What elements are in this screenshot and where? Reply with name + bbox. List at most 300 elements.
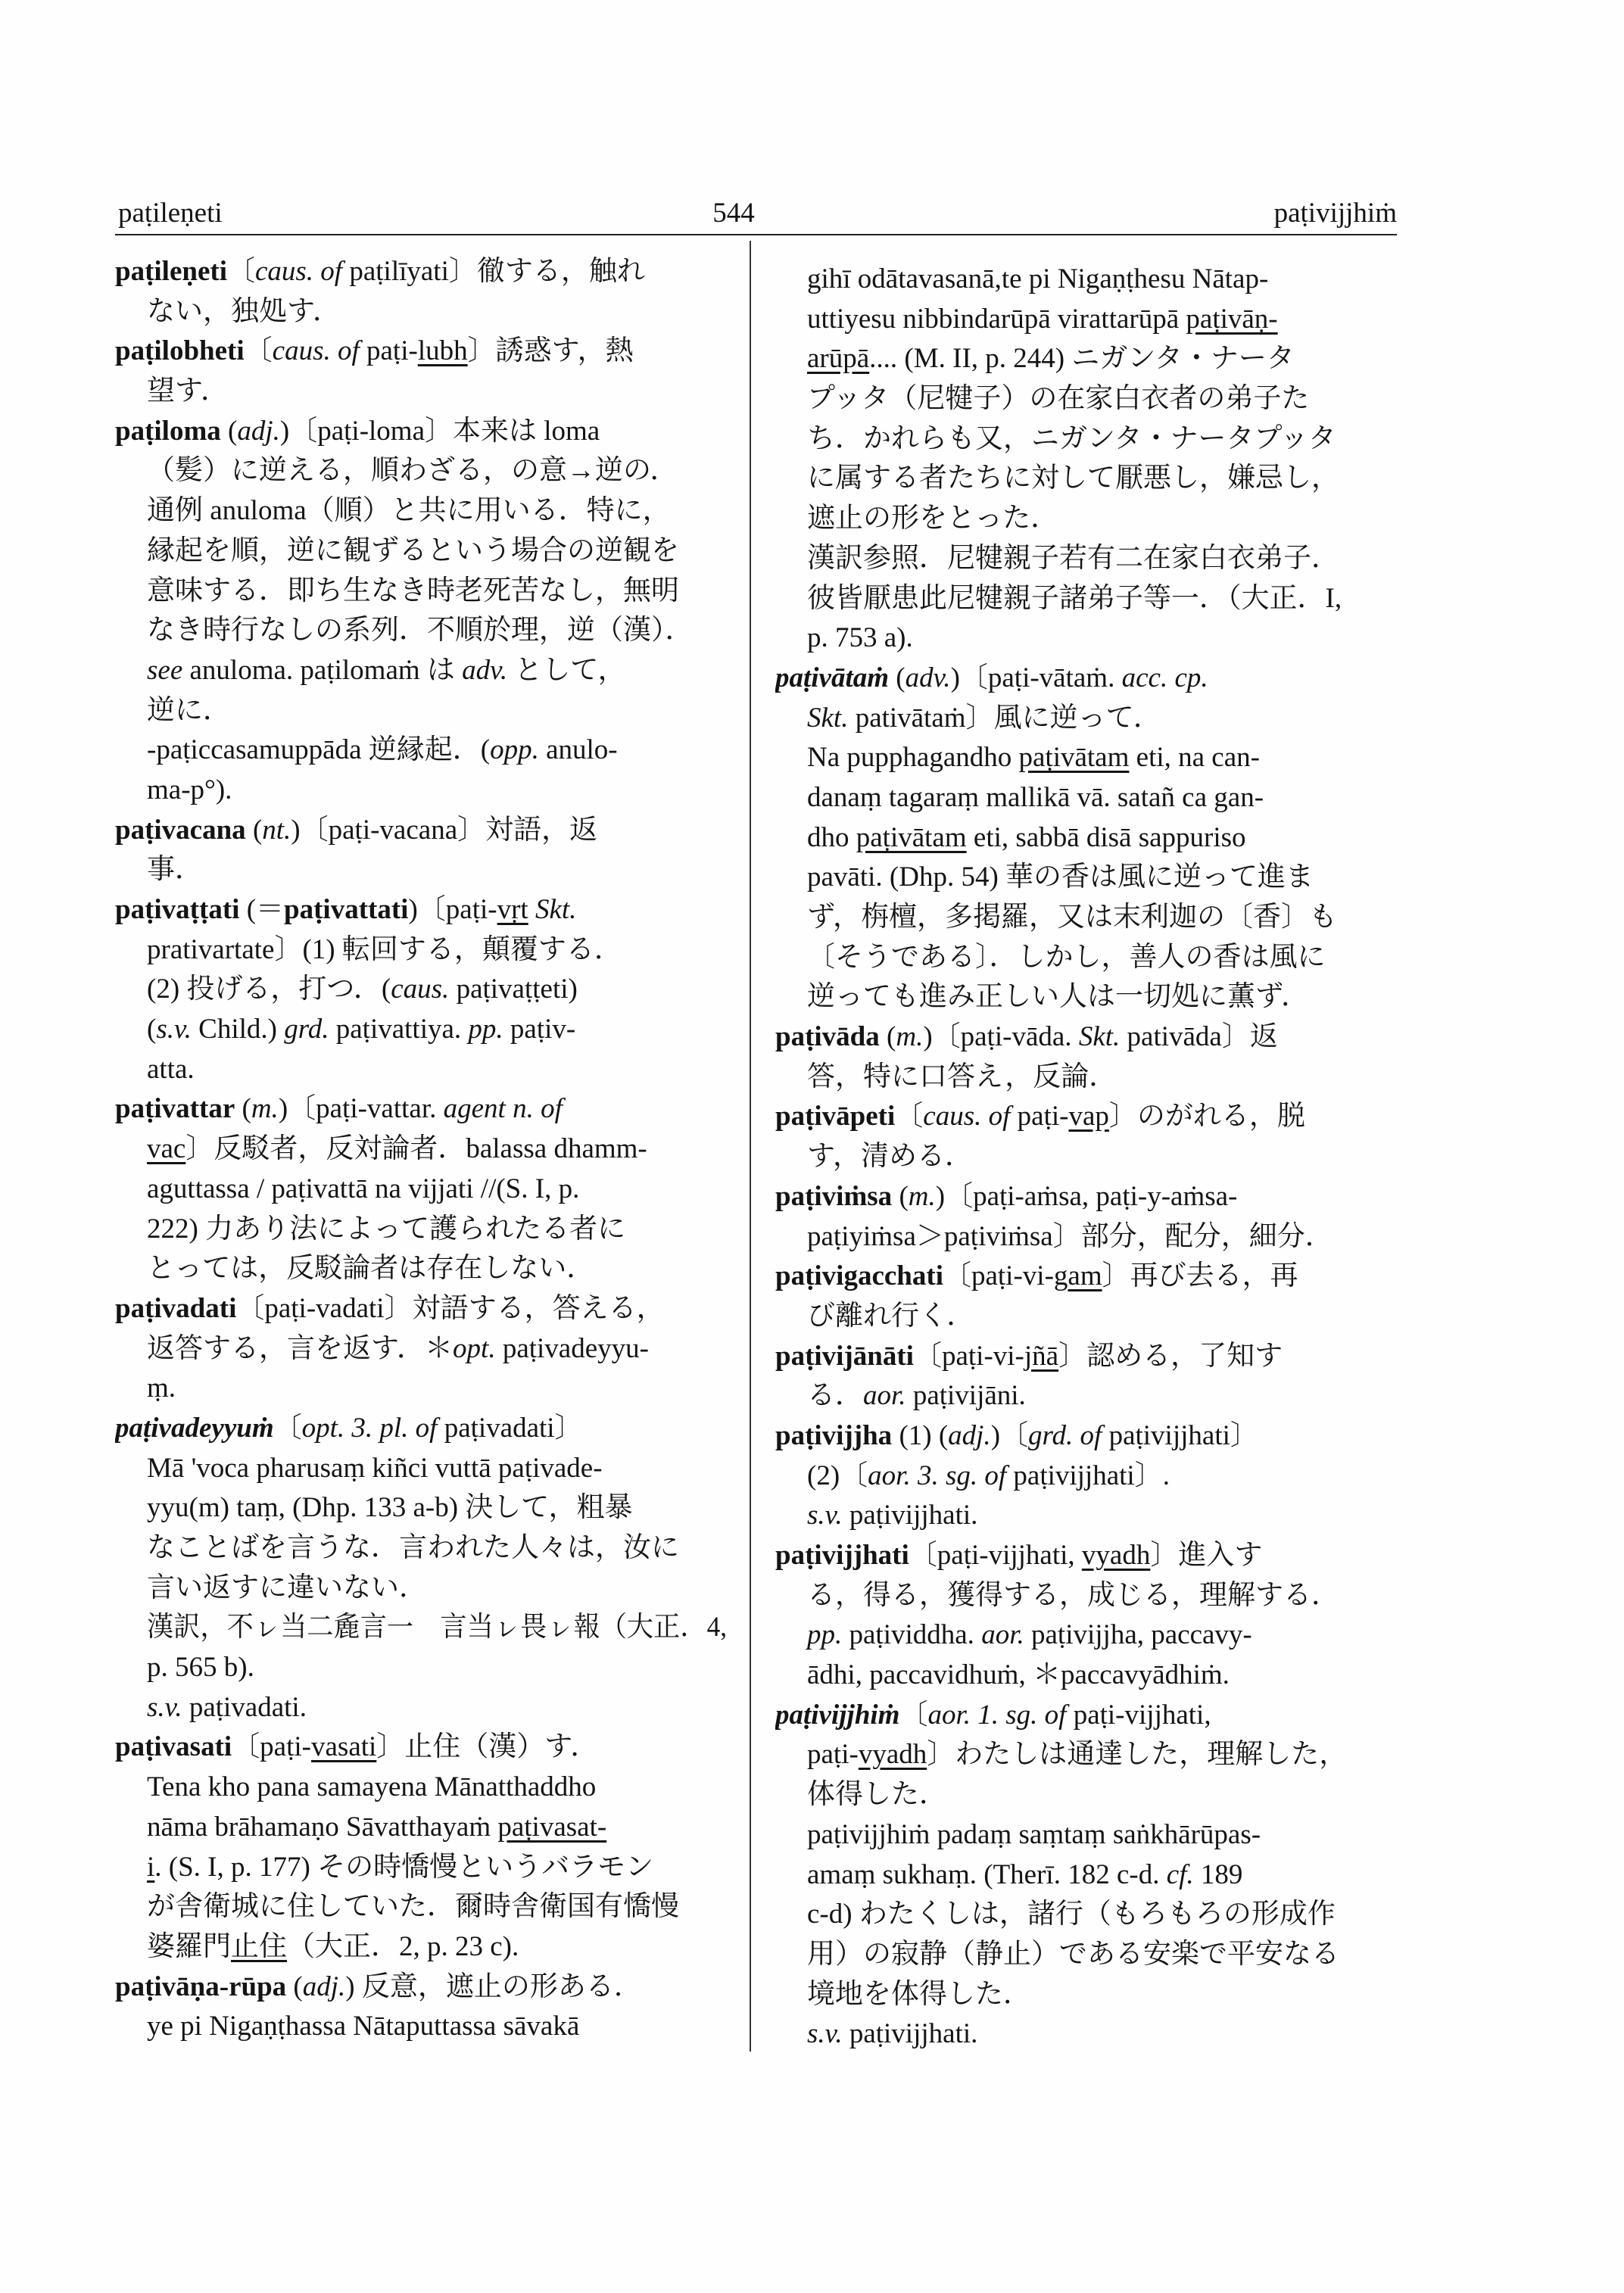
- grammar-label: caus.: [391, 974, 450, 1005]
- underlined-term: 止住: [231, 1930, 287, 1962]
- text-run: 222) 力あり法によって護られたる者に: [147, 1213, 626, 1245]
- text-run: p. 565 b).: [147, 1652, 254, 1684]
- line-text: [147, 1249, 594, 1289]
- right-column-continuation-line: [775, 858, 1398, 898]
- line-text: [807, 1137, 973, 1177]
- text-run: 逆っても進み正しい人は一切処に薫ず．: [807, 981, 1310, 1013]
- text-run: 〔paṭi-vi-: [943, 1260, 1054, 1292]
- right-column-continuation-line: [775, 300, 1398, 340]
- line-text: [775, 1337, 1283, 1377]
- underlined-term: gam: [1053, 1260, 1102, 1292]
- text-run: Child.): [191, 1014, 285, 1045]
- line-text: [807, 459, 1339, 499]
- grammar-label: adv.: [905, 662, 951, 693]
- left-column-continuation-line: [115, 930, 727, 970]
- line-text: [115, 412, 600, 452]
- line-text: [115, 1728, 598, 1768]
- line-text: [147, 1848, 653, 1888]
- line-text: [807, 858, 1314, 898]
- text-run: yyu(m) taṃ, (Dhp. 133 a-b) 決して，粗暴: [147, 1492, 633, 1524]
- text-run: paṭivaṭṭeti): [449, 974, 578, 1005]
- headword: paṭivijānāti: [775, 1340, 914, 1372]
- text-run: paṭivijjhiṁ padaṃ saṃtaṃ saṅkhārūpas-: [807, 1818, 1261, 1850]
- text-run: (: [147, 1014, 157, 1045]
- left-column-continuation-line: [115, 1848, 727, 1888]
- underlined-term: paṭivātam: [1018, 742, 1130, 774]
- text-run: 〕認める，了知す: [1058, 1340, 1283, 1372]
- grammar-label: adj.: [237, 415, 280, 447]
- line-text: [115, 332, 634, 372]
- text-run: ち．かれらも又，ニガンタ・ナータプッタ: [807, 422, 1336, 454]
- line-text: [807, 1615, 1252, 1656]
- headword: paṭivāṇa-rūpa: [115, 1971, 287, 2002]
- underlined-term: paṭivasat-: [497, 1811, 607, 1843]
- line-text: [807, 1975, 1031, 2015]
- right-column-continuation-line: [775, 1297, 1398, 1337]
- right-column-continuation-line: [775, 1058, 1398, 1098]
- text-run: 事．: [147, 854, 203, 886]
- line-text: [147, 1688, 307, 1728]
- line-text: [115, 811, 597, 851]
- text-run: 望す．: [147, 375, 229, 407]
- text-run: (: [220, 415, 238, 447]
- line-text: [147, 1927, 519, 1967]
- right-column-continuation-line: [775, 459, 1398, 499]
- text-run: atta.: [147, 1053, 195, 1085]
- left-column-continuation-line: [115, 1050, 727, 1090]
- line-text: [807, 1217, 1333, 1257]
- text-run: 〔: [244, 335, 273, 367]
- grammar-label: aor.: [863, 1380, 906, 1412]
- line-text: [147, 1887, 679, 1927]
- headword: paṭivattati: [284, 894, 409, 925]
- underlined-term: jñā: [1024, 1340, 1059, 1372]
- right-column-entry-line: [775, 1337, 1398, 1377]
- text-run: paṭivijjhati〕: [1102, 1419, 1258, 1451]
- grammar-label: s.v.: [156, 1014, 192, 1045]
- text-run: 用）の寂静（静止）である安楽で平安なる: [807, 1938, 1339, 1970]
- right-column-continuation-line: [775, 260, 1398, 300]
- line-text: [147, 2007, 579, 2047]
- grammar-label: caus. of: [272, 335, 360, 367]
- right-column-entry-line: [775, 1177, 1398, 1217]
- left-column-continuation-line: [115, 1249, 727, 1289]
- text-run: (2) 投げる，打つ．(: [147, 974, 391, 1005]
- text-run: paṭi-vijjhati,: [1066, 1699, 1211, 1731]
- text-run: 縁起を順，逆に観ずるという場合の逆観を: [147, 534, 679, 566]
- text-run: る．: [807, 1380, 863, 1412]
- left-column-continuation-line: [115, 611, 727, 651]
- grammar-label: opt. 3. pl. of: [301, 1412, 438, 1444]
- text-run: p. 753 a).: [807, 622, 913, 654]
- text-run: 意味する．即ち生なき時老死苦なし，無明: [147, 575, 679, 606]
- text-run: 体得した．: [807, 1779, 947, 1811]
- text-run: 〕のがれる，脱: [1108, 1101, 1305, 1132]
- underlined-term: paṭivāṇ-: [1186, 303, 1278, 335]
- text-run: . (S. I, p. 177) その時憍慢というバラモン: [154, 1851, 654, 1883]
- text-run: anulo-: [538, 734, 618, 766]
- text-run: pavāti. (Dhp. 54) 華の香は風に逆って進ま: [807, 861, 1314, 893]
- line-text: [115, 252, 645, 292]
- headword: paṭivadati: [115, 1292, 237, 1324]
- text-run: dho: [807, 821, 856, 853]
- left-column-continuation-line: [115, 1768, 727, 1808]
- text-run: [528, 894, 535, 925]
- left-column-entry-line: [115, 1728, 727, 1768]
- right-column-continuation-line: [775, 419, 1398, 460]
- line-text: [775, 1536, 1262, 1576]
- text-run: paṭivijjhati〕.: [1006, 1460, 1170, 1491]
- right-column-continuation-line: [775, 818, 1398, 858]
- headword-inflected: paṭivātaṁ: [775, 662, 890, 693]
- right-column-continuation-line: [775, 898, 1398, 938]
- left-column-continuation-line: [115, 1010, 727, 1050]
- left-column-continuation-line: [115, 850, 727, 890]
- headword: paṭivaṭṭati: [115, 894, 240, 925]
- text-run: 言い返すに違いない．: [147, 1572, 427, 1603]
- right-column-continuation-line: [775, 778, 1398, 818]
- line-text: [807, 419, 1336, 460]
- line-text: [807, 938, 1326, 978]
- line-text: [807, 260, 1268, 300]
- left-column-continuation-line: [115, 2007, 727, 2047]
- left-column-entry-line: [115, 1409, 727, 1449]
- headword: paṭivacana: [115, 814, 246, 846]
- text-run: 〕わたしは通達した，理解した，: [927, 1739, 1348, 1771]
- line-text: [807, 1376, 1026, 1416]
- right-column-continuation-line: [775, 1895, 1398, 1935]
- grammar-label: grd. of: [1028, 1419, 1102, 1451]
- text-run: 漢訳，不ㇾ当㆓麁言㆒ 言当ㇾ畏ㇾ報（大正．4,: [147, 1612, 727, 1643]
- text-run: 〔そうである〕．しかし，善人の香は風に: [807, 941, 1326, 973]
- right-column-continuation-line: [775, 1217, 1398, 1257]
- line-text: [147, 1010, 575, 1050]
- grammar-label: Skt.: [1078, 1021, 1121, 1053]
- left-column-continuation-line: [115, 731, 727, 771]
- text-run: 通例 anuloma（順）と共に用いる．特に，: [147, 495, 671, 527]
- left-column-continuation-line: [115, 292, 727, 332]
- line-text: [807, 539, 1339, 579]
- text-run: ) 反意，遮止の形ある．: [345, 1971, 642, 2002]
- line-text: [147, 531, 679, 572]
- left-column-continuation-line: [115, 1648, 727, 1688]
- left-column-continuation-line: [115, 1329, 727, 1369]
- headword: paṭivijjha: [775, 1419, 893, 1451]
- underlined-term: paṭivātam: [856, 821, 967, 853]
- line-text: [147, 1050, 195, 1090]
- left-column: [115, 252, 727, 2054]
- line-text: [147, 1210, 625, 1250]
- line-text: [807, 1735, 1347, 1775]
- right-column-continuation-line: [775, 579, 1398, 619]
- headword: paṭivijjhati: [775, 1540, 909, 1571]
- text-run: 答，特に口答え，反論．: [807, 1061, 1117, 1092]
- text-run: )〔paṭi-vacana〕対語，返: [291, 814, 598, 846]
- text-run: (1) (: [892, 1419, 949, 1451]
- left-column-entry-line: [115, 412, 727, 452]
- text-run: とっては，反駁論者は存在しない．: [147, 1253, 595, 1285]
- text-run: る，得る，獲得する，成じる，理解する．: [807, 1579, 1339, 1611]
- grammar-label: opp.: [490, 734, 539, 766]
- right-column-continuation-line: [775, 2014, 1398, 2055]
- text-run: 〕再び去る，再: [1102, 1260, 1298, 1292]
- text-run: 189: [1193, 1858, 1243, 1890]
- line-text: [807, 379, 1309, 419]
- text-run: paṭivadati.: [182, 1691, 307, 1723]
- headword: paṭivāda: [775, 1021, 880, 1053]
- grammar-label: Skt.: [535, 894, 577, 925]
- line-text: [115, 1409, 583, 1449]
- grammar-label: see: [147, 654, 183, 686]
- underlined-term: vasati: [311, 1731, 377, 1763]
- text-run: ない，独処す．: [147, 295, 341, 327]
- line-text: [807, 1297, 974, 1337]
- text-run: 婆羅門: [147, 1930, 231, 1962]
- line-text: [147, 372, 229, 412]
- left-column-continuation-line: [115, 1887, 727, 1927]
- right-column-continuation-line: [775, 1576, 1398, 1616]
- line-text: [807, 898, 1337, 938]
- text-run: (2)〔: [807, 1460, 868, 1491]
- text-run: uttiyesu nibbindarūpā virattarūpā: [807, 303, 1186, 335]
- left-column-continuation-line: [115, 1528, 727, 1569]
- line-text: [807, 1496, 977, 1536]
- text-run: 〔: [899, 1699, 928, 1731]
- left-column-continuation-line: [115, 372, 727, 412]
- text-run: c-d) わたくしは，諸行（もろもろの形成作: [807, 1899, 1336, 1930]
- text-run: (: [286, 1971, 303, 2002]
- line-text: [807, 1058, 1117, 1098]
- underlined-term: i: [147, 1851, 155, 1883]
- page-number: 544: [712, 198, 755, 229]
- line-text: [807, 778, 1264, 818]
- text-run: paṭivattiya.: [329, 1014, 469, 1045]
- right-column-continuation-line: [775, 1456, 1398, 1497]
- text-run: paṭivadeyyu-: [495, 1332, 649, 1364]
- line-text: [775, 1416, 1258, 1456]
- underlined-term: lubh: [417, 335, 468, 367]
- text-run: Na pupphagandho: [807, 742, 1019, 774]
- text-run: 返答する，言を返す．＊: [147, 1332, 454, 1364]
- right-column-entry-line: [775, 1536, 1398, 1576]
- right-column-continuation-line: [775, 738, 1398, 778]
- text-run: (: [879, 1021, 896, 1053]
- text-run: 遮止の形をとった．: [807, 503, 1059, 534]
- line-text: [807, 339, 1295, 379]
- right-column-continuation-line: [775, 1137, 1398, 1177]
- line-text: [807, 977, 1309, 1017]
- line-text: [147, 1449, 603, 1489]
- headword: paṭilobheti: [115, 335, 245, 367]
- grammar-label: s.v.: [147, 1691, 182, 1723]
- headword: paṭivattar: [115, 1093, 235, 1125]
- text-run: )〔paṭi-vattar.: [278, 1093, 444, 1125]
- text-run: gihī odātavasanā,te pi Nigaṇṭhesu Nātap-: [807, 263, 1269, 294]
- line-text: [807, 1656, 1230, 1696]
- line-text: [147, 930, 622, 970]
- text-run: danaṃ tagaraṃ mallikā vā. satañ ca gan-: [807, 781, 1264, 813]
- line-text: [147, 1528, 679, 1569]
- line-text: [775, 1017, 1278, 1058]
- line-text: [147, 731, 618, 771]
- text-run: 〔paṭi-vadati〕対語する，答える，: [236, 1292, 665, 1324]
- right-column-continuation-line: [775, 1775, 1398, 1815]
- text-run: 〔paṭi-vijjhati,: [909, 1540, 1082, 1571]
- text-run: aguttassa / paṭivattā na vijjati //(S. I, p.: [147, 1173, 580, 1204]
- left-column-continuation-line: [115, 1129, 727, 1170]
- line-text: [807, 2014, 977, 2055]
- text-run: pativātaṁ〕風に逆って．: [848, 702, 1161, 734]
- line-text: [147, 572, 679, 612]
- text-run: anuloma. paṭilomaṁ は: [182, 654, 463, 686]
- text-run: なき時行なしの系列．不順於理，逆（漢）．: [147, 615, 694, 646]
- header-rule: [115, 234, 1397, 235]
- grammar-label: adj.: [948, 1419, 991, 1451]
- line-text: [147, 970, 578, 1010]
- line-text: [147, 1170, 579, 1210]
- line-text: [775, 1177, 1237, 1217]
- grammar-label: grd.: [284, 1014, 329, 1045]
- text-run: 彼皆厭患此尼犍親子諸弟子等㆒．（大正．I,: [807, 582, 1342, 614]
- line-text: [147, 1488, 633, 1528]
- left-column-entry-line: [115, 332, 727, 372]
- right-column-continuation-line: [775, 1855, 1398, 1896]
- right-column-continuation-line: [775, 379, 1398, 419]
- text-run: )〔paṭi-vātaṁ.: [950, 662, 1122, 693]
- text-run: )〔paṭi-aṁsa, paṭi-y-aṁsa-: [935, 1180, 1238, 1212]
- text-run: .... (M. II, p. 244) ニガンタ・ナータ: [869, 343, 1295, 375]
- text-run: paṭivijjhati.: [842, 2018, 978, 2050]
- left-column-continuation-line: [115, 1569, 727, 1609]
- headword-inflected: paṭivadeyyuṁ: [115, 1412, 274, 1444]
- left-column-entry-line: [115, 1967, 727, 2008]
- line-text: [807, 699, 1161, 739]
- left-column-continuation-line: [115, 691, 727, 731]
- underlined-term: arūpā: [807, 343, 870, 375]
- grammar-label: m.: [251, 1093, 279, 1125]
- headword: paṭiloma: [115, 415, 221, 447]
- text-run: なことばを言うな．言われた人々は，汝に: [147, 1532, 679, 1563]
- column-divider: [750, 241, 751, 2052]
- left-column-entry-line: [115, 1089, 727, 1129]
- text-run: paṭiyiṁsa＞paṭiviṁsa〕部分，配分，細分．: [807, 1220, 1333, 1252]
- text-run: (: [245, 814, 263, 846]
- left-column-continuation-line: [115, 1210, 727, 1250]
- left-column-continuation-line: [115, 1808, 727, 1848]
- headword-inflected: paṭivijjhiṁ: [775, 1699, 900, 1731]
- grammar-label: aor.: [981, 1619, 1024, 1651]
- text-run: pativāda〕返: [1120, 1021, 1278, 1053]
- left-column-continuation-line: [115, 970, 727, 1010]
- text-run: paṭividdha.: [842, 1619, 982, 1651]
- text-run: 〔: [895, 1101, 924, 1132]
- text-run: paṭi-: [359, 335, 418, 367]
- line-text: [147, 1608, 727, 1648]
- left-column-entry-line: [115, 252, 727, 292]
- line-text: [807, 579, 1342, 619]
- line-text: [807, 818, 1246, 858]
- right-column-continuation-line: [775, 938, 1398, 978]
- underlined-term: vṛt: [497, 894, 528, 925]
- underlined-term: vyadh: [858, 1739, 927, 1771]
- left-column-continuation-line: [115, 451, 727, 491]
- text-run: 〕誘惑す，熱: [467, 335, 634, 367]
- text-run: paṭivijjha, paccavy-: [1024, 1619, 1252, 1651]
- text-run: プッタ（尼犍子）の在家白衣者の弟子た: [807, 383, 1310, 415]
- line-text: [807, 1895, 1336, 1935]
- line-text: [147, 1768, 596, 1808]
- grammar-label: nt.: [262, 814, 291, 846]
- text-run: paṭi-: [1010, 1101, 1069, 1132]
- right-column-continuation-line: [775, 1935, 1398, 1975]
- left-column-continuation-line: [115, 491, 727, 531]
- left-column-continuation-line: [115, 651, 727, 691]
- left-column-continuation-line: [115, 771, 727, 811]
- line-text: [807, 1855, 1242, 1896]
- grammar-label: acc. cp.: [1121, 662, 1208, 693]
- text-run: 〕反駁者，反対論者．balassa dhamm-: [185, 1133, 647, 1165]
- left-column-continuation-line: [115, 531, 727, 572]
- line-text: [147, 1329, 649, 1369]
- text-run: （髪）に逆える，順わざる，の意→逆の．: [147, 455, 678, 487]
- grammar-label: s.v.: [807, 2018, 843, 2050]
- right-column: [775, 260, 1398, 2061]
- right-column-continuation-line: [775, 339, 1398, 379]
- left-column-continuation-line: [115, 1688, 727, 1728]
- grammar-label: pp.: [468, 1014, 503, 1045]
- line-text: [775, 1696, 1211, 1736]
- grammar-label: caus. of: [923, 1101, 1011, 1132]
- underlined-term: vyadh: [1081, 1540, 1151, 1571]
- line-text: [147, 292, 341, 332]
- text-run: paṭivadati〕: [437, 1412, 583, 1444]
- text-run: amaṃ sukhaṃ. (Therī. 182 c-d.: [807, 1858, 1167, 1890]
- right-column-continuation-line: [775, 1735, 1398, 1775]
- left-column-continuation-line: [115, 1608, 727, 1648]
- line-text: [807, 1576, 1339, 1616]
- text-run: 〔paṭi-vi-: [913, 1340, 1024, 1372]
- right-column-continuation-line: [775, 699, 1398, 739]
- line-text: [147, 1648, 254, 1688]
- right-column-entry-line: [775, 1097, 1398, 1137]
- text-run: ṃ.: [147, 1372, 176, 1404]
- grammar-label: m.: [908, 1180, 936, 1212]
- right-column-entry-line: [775, 1696, 1398, 1736]
- line-text: [147, 1369, 176, 1409]
- line-text: [147, 1129, 647, 1170]
- grammar-label: agent n. of: [443, 1093, 563, 1125]
- right-column-entry-line: [775, 1257, 1398, 1297]
- left-column-continuation-line: [115, 1170, 727, 1210]
- line-text: [807, 300, 1278, 340]
- line-text: [807, 1935, 1339, 1975]
- grammar-label: caus. of: [254, 256, 343, 287]
- text-run: ye pi Nigaṇṭhassa Nātaputtassa sāvakā: [147, 2011, 580, 2042]
- right-column-entry-line: [775, 1017, 1398, 1058]
- line-text: [807, 1456, 1170, 1497]
- grammar-label: pp.: [807, 1619, 843, 1651]
- right-column-continuation-line: [775, 499, 1398, 539]
- line-text: [807, 499, 1058, 539]
- underlined-term: vap: [1068, 1101, 1109, 1132]
- grammar-label: aor. 1. sg. of: [927, 1699, 1067, 1731]
- line-text: [807, 1775, 947, 1815]
- left-column-continuation-line: [115, 1488, 727, 1528]
- right-column-continuation-line: [775, 1815, 1398, 1855]
- grammar-label: adv.: [462, 654, 508, 686]
- headword: paṭivigacchati: [775, 1260, 943, 1292]
- text-run: （大正．2, p. 23 c).: [287, 1930, 519, 1962]
